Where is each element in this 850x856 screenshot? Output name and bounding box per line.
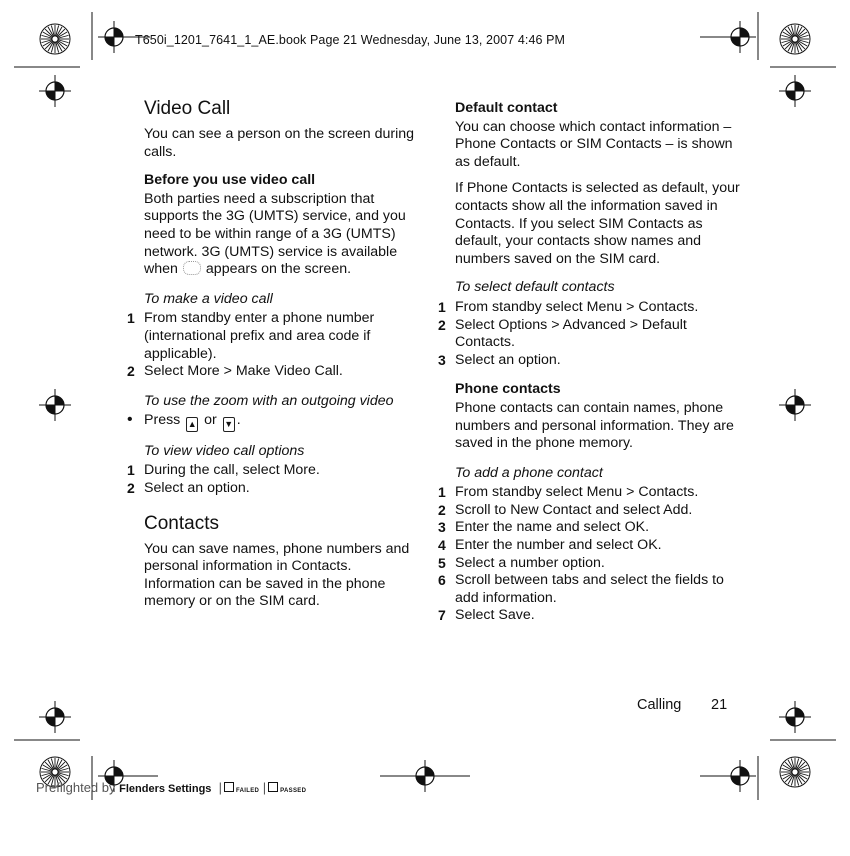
registration-target-icon — [39, 389, 71, 421]
registration-target-icon — [779, 75, 811, 107]
step-number: 1 — [127, 310, 135, 327]
color-target-icon — [40, 24, 70, 54]
step-number: 2 — [438, 316, 446, 333]
step-number: 3 — [438, 351, 446, 368]
make-call-heading: To make a video call — [144, 290, 273, 307]
zoom-press: Press — [144, 411, 181, 428]
step-text: Select an option. — [144, 479, 250, 496]
step-number: 2 — [127, 363, 135, 380]
list-item — [438, 607, 745, 625]
select-default-heading: To select default contacts — [455, 279, 615, 296]
list-item — [438, 554, 745, 573]
step-text: Select Options > Advanced > Default Contacts. — [455, 316, 687, 351]
registration-target-icon — [39, 701, 71, 733]
list-item — [438, 351, 745, 370]
contacts-text: You can save names, phone numbers and personal information in Contacts. Information can be saved in the phone memory or on the SIM card. — [144, 540, 410, 610]
volume-down-key-icon: ▼ — [223, 417, 235, 432]
zoom-or: or — [204, 411, 217, 428]
phone-contacts-text: Phone contacts can contain names, phone numbers and personal information. They are saved in the phone memory. — [455, 399, 734, 452]
add-contact-steps — [438, 484, 745, 625]
before-text — [144, 191, 416, 279]
select-default-steps — [438, 298, 745, 369]
checkbox-icon — [268, 782, 278, 792]
footer-section-name: Calling — [637, 697, 682, 713]
list-item — [438, 501, 745, 520]
video-call-intro: You can see a person on the screen during calls. — [144, 126, 415, 160]
default-contact-text-2: If Phone Contacts is selected as default, your contacts show all the information saved in Contacts. If you select SIM Contacts as default, your contacts show names and numbers saved on the SIM card. — [455, 180, 740, 267]
options-steps — [127, 462, 416, 497]
list-item — [127, 310, 416, 363]
bullet: • — [127, 410, 133, 428]
step-text: From standby enter a phone number (international prefix and area code if applicable). — [144, 310, 375, 362]
color-target-icon — [780, 24, 810, 54]
step-text: Select a number option. — [455, 554, 605, 571]
footer-page-number: 21 — [711, 697, 728, 713]
registration-target-icon — [779, 701, 811, 733]
step-text: Select More > Make Video Call. — [144, 363, 343, 380]
before-text-2: appears on the screen. — [205, 261, 352, 278]
step-number: 4 — [438, 537, 446, 554]
preflight-passed: PASSED — [280, 788, 307, 794]
make-call-steps — [127, 310, 416, 380]
step-number: 3 — [438, 519, 446, 536]
preflight-brand: Flenders Settings — [119, 783, 212, 795]
preflight-stamp: Preflighted by Flenders Settings | FAILED | PASSED — [36, 780, 307, 795]
registration-target-icon — [39, 75, 71, 107]
list-item — [438, 537, 745, 555]
step-text: Enter the name and select OK. — [455, 519, 650, 536]
step-number: 1 — [438, 484, 446, 501]
step-number: 1 — [438, 298, 446, 315]
options-heading: To view video call options — [144, 442, 305, 459]
registration-target-icon — [779, 389, 811, 421]
step-number: 1 — [127, 462, 135, 479]
checkbox-icon — [224, 782, 234, 792]
volume-up-key-icon: ▲ — [186, 417, 198, 432]
step-number: 5 — [438, 554, 446, 571]
left-column — [127, 97, 416, 611]
list-item — [438, 298, 745, 317]
step-number: 2 — [438, 501, 446, 518]
preflight-prefix: Preflighted by — [36, 780, 116, 795]
3g-network-icon — [183, 261, 201, 275]
step-text: During the call, select More. — [144, 462, 320, 479]
list-item — [438, 316, 745, 352]
list-item — [127, 462, 416, 480]
list-item — [127, 363, 416, 381]
step-text: From standby select Menu > Contacts. — [455, 298, 699, 315]
step-text: Select an option. — [455, 351, 561, 368]
step-number: 6 — [438, 572, 446, 589]
list-item — [438, 484, 745, 502]
before-text-1: Both parties need a subscription that supports the 3G (UMTS) service, and you need to be within range of a 3G (UMTS) network. 3G (UMTS) service is available when — [144, 190, 406, 278]
contacts-title: Contacts — [144, 512, 219, 534]
phone-contacts-heading: Phone contacts — [455, 381, 561, 398]
list-item — [438, 572, 745, 607]
list-item — [127, 479, 416, 498]
zoom-heading: To use the zoom with an outgoing video — [144, 392, 394, 409]
step-text: Select Save. — [455, 607, 535, 624]
before-heading: Before you use video call — [144, 172, 316, 189]
list-item — [438, 519, 745, 537]
default-contact-heading: Default contact — [455, 100, 558, 116]
zoom-steps — [127, 410, 416, 432]
step-number: 2 — [127, 479, 135, 496]
step-text: Scroll to New Contact and select Add. — [455, 501, 693, 518]
step-number: 7 — [438, 607, 446, 624]
step-text: Enter the number and select OK. — [455, 537, 662, 554]
preflight-failed: FAILED — [236, 788, 260, 794]
list-item — [127, 410, 416, 432]
default-contact-text-1: You can choose which contact information – Phone Contacts or SIM Contacts – is shown as default. — [455, 118, 733, 170]
step-text: Scroll between tabs and select the fields to add information. — [455, 572, 724, 606]
add-contact-heading: To add a phone contact — [455, 464, 603, 481]
step-text: From standby select Menu > Contacts. — [455, 484, 699, 501]
print-header: T650i_1201_7641_1_AE.book Page 21 Wednesday, June 13, 2007 4:46 PM — [135, 33, 566, 47]
color-target-icon — [780, 757, 810, 787]
video-call-title: Video Call — [144, 98, 231, 119]
zoom-end: . — [236, 411, 241, 428]
right-column — [438, 100, 745, 625]
